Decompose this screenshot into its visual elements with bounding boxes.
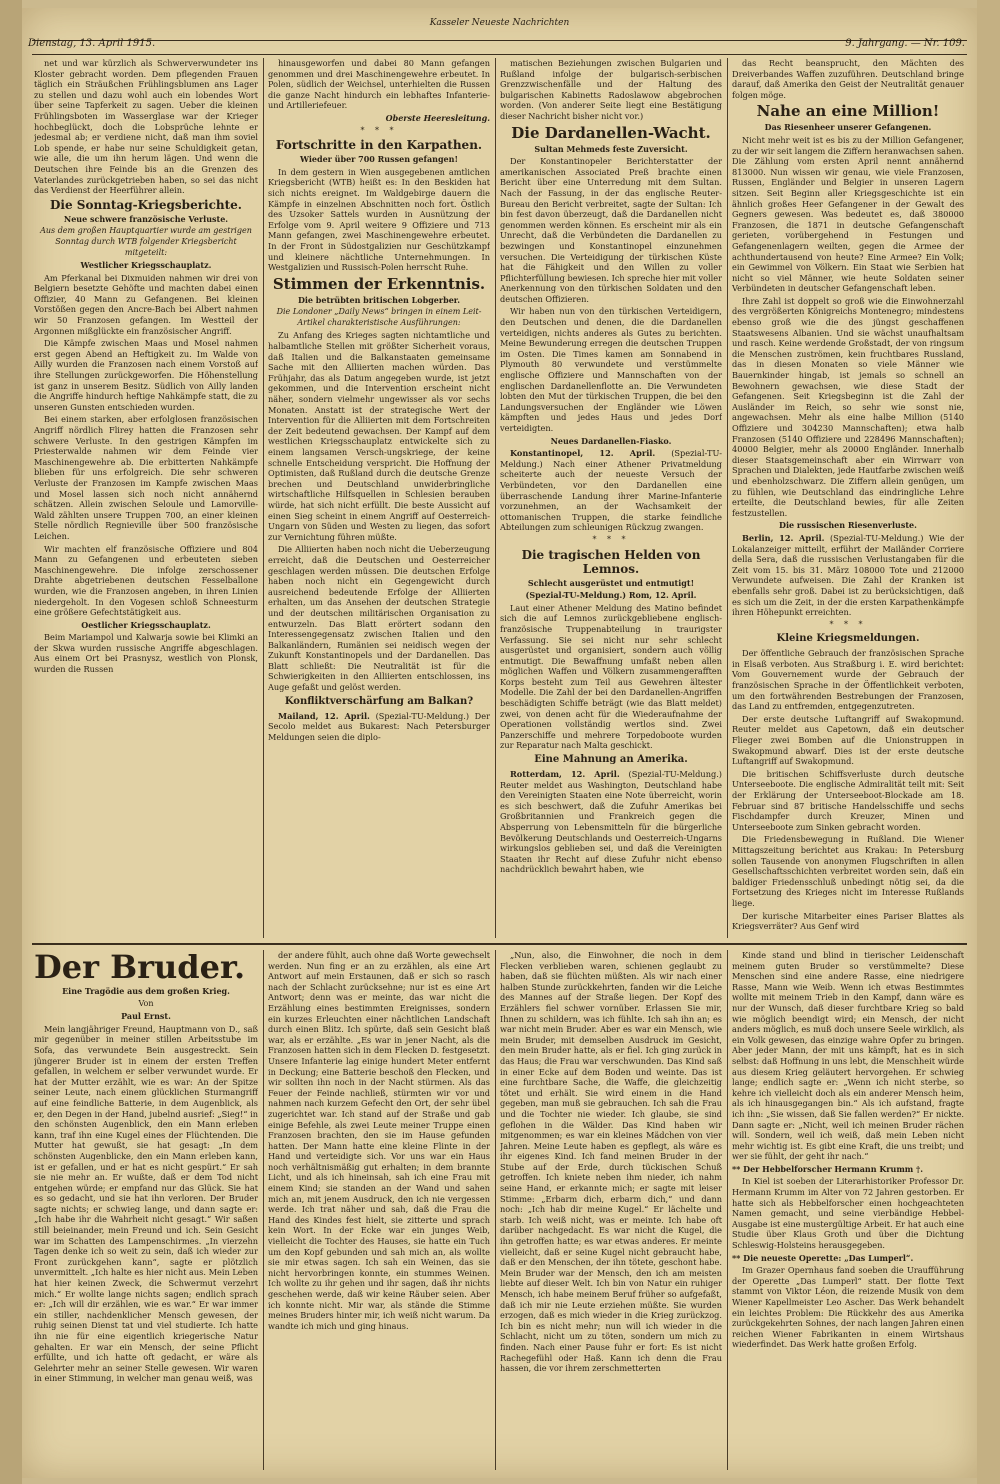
paragraph: Ihre Zahl ist doppelt so groß wie die Einwohnerzahl des vergrößerten Königreichs Montenegro; mindestens ebenso groß wie die des jüngst geschaffenen Staatswesens Albanien. Und sie wächst unaufhaltsam und rasch. Keine werdende Großstadt, der von ringsum die Menschen zuströmen, kein fruchtbares Russland, das in diesen Monaten so viele Männer wie Bauernkinder hingab, ist jemals so schnell an Bewohnern gewachsen, wie diese Stadt der Gefangenen. Seit Kriegsbeginn ist die Zahl der Ausländer im Reich, so sehr wie sonst nie, angewachsen. Mehr als eine halbe Million (5140 Offiziere und 304230 Mannschaften); etwa halb Franzosen (5140 Offiziere und 228496 Mannschaften); 40000 Belgier, mehr als 20000 Engländer. Innerhalb dieser Staatsgemeinschaft aber ein Wirrwarr von Sprachen und Dialekten, jede Hautfarbe zwischen weiß und ebenholzschwarz. Die Ziffern allein genügen, um zu fühlen, wie Deutschland das eindringliche Lehre erteilte, die Deutschland bewies, für alle Zeiten festzustellen. (732, 295, 964, 518)
headline-stimmen-der-erkenntnis: Stimmen der Erkenntnis. (272, 274, 486, 293)
headline-kleine-kriegsmeldungen: Kleine Kriegsmeldungen. (776, 633, 920, 645)
story-text: Mein langjähriger Freund, Hauptmann von D., saß mir gegenüber in meiner stillen Arbeitsstube im Sofa, das verwundete Bein ausgestreckt. Sein jüngerer Bruder ist in einem der ersten Treffen gefallen, in welchem er selber verwundet wurde. Er hat der Mutter erzählt, wie es war: An der Spitze seiner Leute, nach einem glücklichen Sturmangriff auf eine feindliche Batterie, in dem Augenblick, als er, den Degen in der Hand, jubelnd ausrief: „Sieg!“ in den schönsten Augenblick, den ein Mann erleben kann, traf ihn eine Kugel eines der Flüchtenden. Die Mutter hat gewußt, sie hat gesagt: „In dem schönsten Augenblicke, den ein Mann erleben kann, ist er gefallen, und er hat es nicht gespürt.“ Er sah sie nie mehr an. Er wußte, daß er dem Tod nicht entgehen würde; er empfand nur das Glück. Sie hat es so gedacht, und sie hat ihn verloren. Der Bruder sagte nichts; er schwieg lange, und dann sagte er: „Ich habe ihr die Wahrheit nicht gesagt.“ Wir saßen still beieinander, mein Freund und ich. Sein Gesicht war im Schatten des Lampenschirmes. „In vierzehn Tagen denke ich so weit zu sein, daß ich wieder zur Front zurückgehen kann“, sagte er plötzlich unvermittelt. „Ich halte es hier nicht aus. Mein Leben hat hier keinen Zweck, die Schwermut verzehrt mich.“ Er wollte lange nichts sagen; endlich sprach er: „Ich will dir erzählen, wie es war.“ Er war immer ein stiller, nachdenklicher Mensch gewesen, der ruhig seinen Dienst tat und viel studierte. Ich hatte ihn nie für eine eigentlich kriegerische Natur gehalten. Er war ein Mensch, der seine Pflicht erfüllte, und ich hatte oft gedacht, er wäre als Gelehrter mehr an seiner Stelle gewesen. Wir waren in einer Stimmung, in welcher man genau weiß, was (34, 1023, 258, 1384)
paragraph: Wir machten elf französische Offiziere und 804 Mann zu Gefangenen und erbeuteten sieben Maschinengewehre. Die infolge zerschossener Drahte abgetriebenen deutschen Fesselballone wurden, wie die Franzosen angeben, in ihren Linien niedergeholt. In den Vogesen schloß Schneesturm eine größere Gefechtstätigkeit aus. (34, 543, 258, 618)
article-intro: hinausgeworfen und dabei 80 Mann gefangen genommen und drei Maschinengewehre erbeutet. In Polen, südlich der Weichsel, unterhielten die Russen die ganze Nacht hindurch ein lebhaftes Infanterie- und Artilleriefeuer. (268, 58, 490, 111)
paragraph: Die Kämpfe zwischen Maas und Mosel nahmen erst gegen Abend an Heftigkeit zu. Im Walde von Ailly wurden die Franzosen nach einem Vorstoß auf ihre Stellungen zurückgeworfen. Die Höhenstellung ist ganz in unserem Besitz. Südlich von Ailly landen die Angriffe hindurch heftige Nahkämpfe statt, die zu unseren Gunsten entschieden wurden. (34, 338, 258, 412)
paragraph-text: (Spezial-TU-Meldung.) Wie der Lokalanzeiger mitteilt, erführt der Mailänder Corriere della Sera, daß die russischen Verlustangaben für die Zeit vom 15. bis 31. März 108000 Tote und 212000 Verwundete aufweisen. Die Zahl der Kranken ist ebenfalls sehr groß. Dabei ist zu berücksichtigen, daß es sich um die Zeit, in der die ersten Karpathenkämpfe ihren Höhepunkt erreichten. (732, 532, 964, 618)
story-subtitle: Eine Tragödie aus dem großen Krieg. (62, 986, 230, 996)
story-title: Der Bruder. (34, 950, 246, 986)
paragraph-text: (Spezial-TU-Meldung.) Nach einer Athener Privatmeldung scheiterte auch der neueste Versuch der Verbündeten, vor den Dardanellen eine überraschende Landung ihrer Marine-Infanterie vorzunehmen, an der Wachsamkeit der ottomanischen Truppen, die starke feindliche Abteilungen zum schleunigen Rückzug zwangen. (500, 448, 722, 533)
paragraph (500, 769, 722, 875)
paragraph: Wir haben nun von den türkischen Verteidigern, den Deutschen und denen, die die Dardanellen verteidigen, nichts anderes als Gutes zu berichten. Meine Bewunderung erregen die deutschen Truppen im Osten. Die Times kamen am Sonnabend in Plymouth 80 verwundete und verstümmelte englische Offiziere und Mannschaften von der englischen Dardanellenflotte an. Die Verwundeten lobten den Mut der türkischen Truppen, die bei den Landungsversuchen der Engländer wie Löwen kämpften und jedes Haus und jedes Dorf verteidigten. (500, 306, 722, 433)
paragraph (500, 448, 722, 533)
paragraph: Der Konstantinopeler Berichterstatter der amerikanischen Associated Preß brachte einen Bericht über eine Unterredung mit dem Sultan. Nach der Fassung, in der das englische Reuter-Bureau den Bericht verbreitet, sagte der Sultan: Ich bin fest davon überzeugt, daß die Dardanellen nicht genommen werden können. Es erscheint mir als ein Unrecht, daß die Verbündeten die Dardanellen zu bezwingen und Konstantinopel einzunehmen versuchen. Die Verteidigung der türkischen Küste hat die Fähigkeit und den Willen zu voller Pflichterfüllung bewiesen. Ich spreche hier mit voller Anerkennung von den türkischen Soldaten und den deutschen Offizieren. (500, 156, 722, 304)
headline-dardanellen-wacht: Die Dardanellen-Wacht. (511, 123, 711, 142)
paragraph-text: (Spezial-TU-Meldung.) Reuter meldet aus Washington, Deutschland habe den Vereinigten Staaten eine Note überreicht, worin es sich beschwert, daß die Zufuhr Amerikas bei Großbritannien und Frankreich gegen die Absperrung von Lebensmitteln für die bürgerliche Bevölkerung Deutschlands und Oesterreich-Ungarns wirkungslos geblieben sei, und daß die Vereinigten Staaten ihr Recht auf diese Zufuhr nicht ebenso nachdrücklich bewahrt haben, wie (500, 769, 722, 875)
column-rule (263, 950, 264, 1470)
section-oestlich: Oestlicher Kriegsschauplatz. (81, 619, 211, 630)
headline-sonntag-kriegsberichte: Die Sonntag-Kriegsberichte. (50, 197, 242, 212)
subheadline: Das Riesenheer unserer Gefangenen. (764, 122, 932, 133)
dateline: Rotterdam, 12. April. (510, 769, 620, 780)
dateline: Berlin, 12. April. (742, 532, 825, 543)
paragraph: Nicht mehr weit ist es bis zu der Million Gefangener, zu der wir seit langem die Ziffern heranwachsen sahen. Die Zählung vom ersten April nennt annähernd 813000. Nun wissen wir genau, wie viele Franzosen, Russen, Engländer und Belgier in unseren Lagern sitzen. Seit Beginn aller Kriegsgeschichte ist ein ähnlich großes Heer Gefangener in der Gewalt des Gegners gewesen. Was bedeutet es, daß 380000 Franzosen, die 1871 in deutsche Gefangenschaft gerieten, vorübergehend in Festungen und Gefangenenlagern weilten, gegen die Armee der achthundertausend von heute? Eine Armee? Ein Volk; ein Gewimmel von Völkern. Ein Staat wie Serbien hat nicht so viel Männer, wie heute Soldaten seiner Verbündeten in deutscher Gefangenschaft leben. (732, 134, 964, 294)
dateline: Mailand, 12. April. (278, 710, 370, 721)
paragraph: Beim Mariampol und Kalwarja sowie bei Klimki an der Skwa wurden russische Angriffe abgeschlagen. Aus einem Ort bei Prasnysz, westlich von Plonsk, wurden die Russen (34, 632, 258, 675)
issue-date: Dienstag, 13. April 1915. (28, 38, 156, 49)
headline-dardanellen-fiasko: Neues Dardanellen-Fiasko. (550, 435, 672, 446)
separator-stars: * * * (360, 125, 398, 135)
headline-karpathen: Fortschritte in den Karpathen. (275, 138, 483, 153)
article-intro: das Recht beansprucht, den Mächten des Dreiverbandes Waffen zuzuführen. Deutschland bringe darauf, daß Amerika den Geist der Neutralität genauer folgen möge. (732, 58, 964, 100)
paragraph: Zu Anfang des Krieges sagten nichtamtliche und halbamtliche Stellen mit größter Sicherheit voraus, daß Italien und die Balkanstaaten gemeinsame Sache mit den Alliierten machen würden. Das Frühjahr, das als Datum angegeben wurde, ist jetzt gekommen, und die Intervention erscheint nicht näher, sondern vielmehr ungewisser als vor sechs Monaten. Anstatt ist der strategische Wert der Intervention für die Alliierten mit dem Fortschreiten der Zeit bedeutend gewachsen. Der Kampf auf dem westlichen Kriegsschauplatz entwickelte sich zu einem langsamen Versch-ungskriege, der keine schnelle Entscheidung verspricht. Die Hoffnung der Optimisten, daß Rußland durch die deutsche Grenze brechen und Deutschland unwiderbringliche wirtschaftliche Hilfsquellen in Schlesien berauben würde, hat sich nicht erfüllt. Die beste Aussicht auf einen Sieg scheint in einem Angriff auf Oesterreich-Ungarn von Süden und Westen zu liegen, das sofort zur Vernichtung führen müßte. (268, 330, 490, 542)
feuilleton-column-1 (34, 950, 258, 1470)
newspaper-page (22, 8, 977, 1478)
headline-russische-verluste: Die russischen Riesenverluste. (779, 520, 917, 531)
headline-balkan: Konfliktverschärfung am Balkan? (284, 695, 474, 707)
column-4 (732, 58, 964, 938)
story-text: der andere fühlt, auch ohne daß Worte gewechselt werden. Nun fing er an zu erzählen, als eine Art Antwort auf mein Erstaunen, daß er sich so rasch nach der Schlacht zurücksehne; nur ist es eine Art Antwort; denn was er meinte, das war nicht die Erzählung eines bestimmten Ereignisses, sondern ein kurzes Erleuchten einer nächtlichen Landschaft durch einen Blitz. Ich spürte, daß sein Gesicht blaß war, als er erzählte. „Es war in jener Nacht, als die Franzosen hatten sich in dem Flecken D. festgesetzt. Unsere Infanterie lag einige hundert Meter entfernt in Deckung; eine Batterie beschoß den Flecken, und wir sollten ihn noch in der Nacht stürmen. Als das Feuer der Feinde nachließ, stürmten wir vor und nahmen nach kurzem Gefecht den Ort, der sehr übel zugerichtet war. Ich stand auf der Straße und gab einige Befehle, als zwei Leute meiner Truppe einen Franzosen brachten, den sie im Hause gefunden hatten. Der Mann hatte eine kleine Flinte in der Hand und verteidigte sich. Vor uns war ein Haus noch verhältnismäßig gut erhalten; in dem brannte Licht, und als ich hineinsah, sah ich eine Frau mit einem Kind; sie standen an der Wand und sahen mich an, mit jenem Ausdruck, den ich nie vergessen werde. Ich trat näher und sah, daß die Frau die Hand des Kindes fest hielt, sie zitterte und sprach kein Wort. In der Ecke war ein junges Weib, vielleicht die Tochter des Hauses, sie hatte ein Tuch um den Kopf gebunden und sah mich an, als wollte sie mir etwas sagen. Ich sah ein Weinen, das sie nicht hervorbringen konnte, ein stummes Weinen. Ich wollte zu ihr gehen und ihr sagen, daß ihr nichts geschehen werde, daß wir keine Räuber seien. Aber ich konnte nicht. Mir war, als stände die Stimme meines Bruders hinter mir, ich weiß nicht warum. Da wandte ich mich und ging hinaus. (268, 950, 490, 1331)
headline-million: Nahe an eine Million! (756, 102, 940, 121)
article-intro: matischen Beziehungen zwischen Bulgarien und Rußland infolge der bulgarisch-serbischen Grenzzwischenfälle und der Haltung des bulgarischen Kabinetts Radoslawow abgebrochen worden. (Von anderer Seite liegt eine Bestätigung dieser Nachricht bisher nicht vor.) (500, 58, 722, 121)
column-rule (495, 58, 496, 938)
paragraph: Die Friedensbewegung in Rußland. Die Wiener Mittagszeitung berichtet aus Krakau: In Petersburg sollen Tausende von anonymen Flugschriften in allen Gesellschaftsschichten verbreitet worden sein, daß ein baldiger Friedensschluß unbedingt nötig sei, da die Fortsetzung des Krieges nicht im Interesse Rußlands liege. (732, 834, 964, 908)
paragraph: Am Pferkanal bei Dixmuiden nahmen wir drei von Belgiern besetzte Gehöfte und machten dabei einen Offizier, 40 Mann zu Gefangenen. Bei kleinen Vorstößen gegen den Ancre-Bach bei Albert nahmen wir 50 Franzosen gefangen. Im Westteil der Argonnen mißglückte ein französischer Angriff. (34, 272, 258, 336)
column-rule (263, 58, 264, 938)
subheadline: Neue schwere französische Verluste. (63, 213, 229, 224)
notice-text: In Kiel ist soeben der Literarhistoriker Professor Dr. Hermann Krumm im Alter von 72 Jahren gestorben. Er hatte sich als Hebbelforscher einen hochgeachteten Namen gemacht, und seine vierbändige Hebbel-Ausgabe ist eine mustergültige Arbeit. Er hat auch eine Studie über Klaus Groth und über die Dichtung Schleswig-Holsteins herausgegeben. (732, 1176, 964, 1251)
paragraph-text: (Spezial-TU-Meldung.) Der Secolo meldet aus Bukarest: Nach Petersburger Meldungen seien die diplo- (268, 710, 490, 742)
feuilleton-rule (32, 943, 967, 945)
paragraph (732, 533, 964, 618)
paragraph: Bei einem starken, aber erfolglosen französischen Angriff nördlich Flirey hatten die Franzosen sehr schwere Verluste. In den gestrigen Kämpfen im Priesterwalde nahmen wir dem Feinde vier Maschinengewehre ab. Die erbitterten Nahkämpfe blieben für uns erfolgreich. Die sehr schweren Verluste der Franzosen im Kampfe zwischen Maas und Mosel lassen sich noch nicht annähernd schätzen. Allein zwischen Seloule und Lamorville-Wald zählten unsere Truppen 700, an einer kleinen Stelle nördlich Regnieville über 500 französische Leichen. (34, 414, 258, 541)
column-rule (727, 950, 728, 1470)
dateline: Konstantinopel, 12. April. (510, 448, 656, 459)
column-2 (268, 58, 490, 938)
column-3 (500, 58, 722, 938)
separator-stars: * * * (592, 534, 630, 544)
newspaper-name: Kasseler Neueste Nachrichten (429, 18, 570, 28)
page-edge-left (0, 0, 22, 1484)
notice-title: ** Der Hebbelforscher Hermann Krumm †. (732, 1163, 924, 1174)
paragraph: Der öffentliche Gebrauch der französischen Sprache in Elsaß verboten. Aus Straßburg i. E. wird berichtet: Vom Gouvernement wurde der Gebrauch der französischen Sprache in der Öffentlichkeit verboten, um den fortwährenden Bestrebungen der Franzosen, das Land zu entfremden, entgegenzutreten. (732, 648, 964, 712)
subheadline: Die betrübten britischen Lobgerber. (297, 294, 461, 305)
paragraph: Der erste deutsche Luftangriff auf Swakopmund. Reuter meldet aus Capetown, daß ein deutscher Flieger zwei Bomben auf die Unionstruppen in Swakopmund abwarf. Dies ist der erste deutsche Luftangriff auf Swakopmund. (732, 713, 964, 767)
paragraph: Laut einer Athener Meldung des Matino befindet sich die auf Lemnos zurückgebliebene englisch-französische Truppenabteilung in traurigster Verfassung. Sie sei nicht nur sehr schlecht ausgerüstet und organisiert, sondern auch völlig entmutigt. Die Bewaffnung umfaßt neben allen möglichen Waffen und Völkern zusammengerafften Korps besteht zum Teil aus Gewehren ältester Modelle. Die Zahl der bei den Dardanellen-Angriffen beschädigten Schiffe beträgt (wie das Blatt meldet) zwei, von denen acht für die Wiederaufnahme der Operationen vollständig wertlos sind. Zwei Panzerschiffe und mehrere Torpedoboote wurden zur Reparatur nach Malta geschickt. (500, 602, 722, 751)
issue-number: 9. Jahrgang. — Nr. 109. (845, 38, 965, 49)
paragraph (268, 711, 490, 743)
subheadline: Schlecht ausgerüstet und entmutigt! (527, 577, 695, 588)
headline-mahnung-amerika: Eine Mahnung an Amerika. (534, 754, 688, 766)
story-text: „Nun, also, die Einwohner, die noch in dem Flecken verblieben waren, schienen geglaubt zu haben, daß sie flüchten müßten. Als wir nach einer halben Stunde zurückkehrten, fanden wir die Leiche des Mannes auf der Straße liegen. Der Kopf des Erzählers fiel schwer vornüber. Erlassen Sie mir, Ihnen zu schildern, was ich fühlte. Ich sah ihn an; es war nicht mein Bruder. Aber es war ein Mensch, wie mein Bruder, mit demselben Ausdruck im Gesicht, den mein Bruder hatte, als er fiel. Ich ging zurück in das Haus; die Frau war verschwunden. Das Kind saß in einer Ecke auf dem Boden und weinte. Das ist eine furchtbare Sache, die Waffe, die gleichzeitig tötet und erhält. Sie wird einem in die Hand gegeben, man muß sie gebrauchen. Ich sah die Frau und die Tochter nie wieder. Ich glaube, sie sind geflohen in die Wälder. Das Kind haben wir mitgenommen; es war ein kleines Mädchen von vier Jahren. Meine Leute haben es gepflegt, als wäre es ihr eigenes Kind. Ich fand meinen Bruder in der Stube auf der Erde, durch tückischen Schuß getroffen. Ich kniete neben ihm nieder, ich nahm seine Hand, er erkannte mich; er sagte mit leiser Stimme: „Erbarm dich, erbarm dich,“ und dann noch: „Ich hab dir meine Kugel.“ Er lächelte und starb. Ich weiß nicht, was er meinte. Ich habe oft darüber nachgedacht. Es war nicht die Kugel, die ihn getroffen hatte; es war etwas anderes. Er meinte vielleicht, daß er seine Kugel nicht gebraucht habe, daß er den Menschen, der ihn tötete, geschont habe. Mein Bruder war der Mensch, den ich am meisten liebte auf dieser Welt. Ich bin von Natur ein ruhiger Mensch, ich habe meinem Beruf früher so aufgefaßt, daß ich mir nie Leute erziehen müßte. Sie wurden erzogen, daß es mich wieder in die Krieg zurückzog. Ich bin es nicht mehr; nun will ich wieder in die Schlacht, nicht um zu töten, sondern um mich zu finden. Nach einer Pause fuhr er fort: Es ist nicht Rachegefühl oder Haß. Kann ich denn die Frau hassen, die vor ihrem zerschmetterten (500, 950, 722, 1374)
column-rule (727, 58, 728, 938)
column-1 (34, 58, 258, 938)
article-intro: net und war kürzlich als Schwerverwundeter ins Kloster gebracht worden. Dem pflegenden Frauen täglich ein Sträußchen Frühlingsblumen ans Lager zu stellen und dazu wohl auch ein lobendes Wort über seine Tapferkeit zu sagen. Ueber die kleinen Frühlingsboten im Wasserglase war der Krieger hochbeglückt, doch die Lobsprüche lehnte er jedesmal ab; er verdiene nicht, daß man ihm soviel Lob spende, er habe nur seine Schuldigkeit getan, wie alle, die um ihn herum lägen. Und wenn die Deutschen ihre Feinde bis an die Grenzen des Vaterlandes zurückgetrieben haben, so sei das nicht das Verdienst der Heerführer allein. (34, 58, 258, 196)
page-header (32, 16, 967, 41)
subheadline: Wieder über 700 Russen gefangen! (300, 154, 458, 165)
paragraph: Die Alliierten haben noch nicht die Ueberzeugung erreicht, daß die Deutschen und Oesterreicher geschlagen werden müssen. Die deutschen Erfolge haben noch nicht ein Gegengewicht durch ausreichend bedeutende Erfolge der Alliierten erhalten, um das Ansehen der deutschen Strategie und der deutschen militärischen Organisation zu entwurzeln. Das Blatt erörtert sodann den Interessengegensatz zwischen Italien und den Balkanländern, Rumänien sei neidisch wegen der Zukunft Konstantinopels und der Dardanellen. Das Blatt schließt: Die Neutralität ist für die Schwierigkeiten in den Alliierten entschlossen, ins Auge gefaßt und gelöst werden. (268, 544, 490, 693)
paragraph: In dem gestern in Wien ausgegebenen amtlichen Kriegsbericht (WTB) heißt es: In den Beskiden hat sich nichts ereignet. Im Waldgebirge dauern die Kämpfe in einzelnen Abschnitten noch fort. Östlich des Uzsoker Sattels wurden in Ausnützung der Erfolge vom 9. April weitere 9 Offiziere und 713 Mann gefangen, zwei Maschinengewehre erbeutet. In der Front in Südostgalizien nur Geschützkampf und kleinere nächtliche Unternehmungen. In Westgalizien und Russisch-Polen herrscht Ruhe. (268, 166, 490, 273)
header-rule (32, 54, 967, 55)
story-byline-von: Von (138, 998, 154, 1008)
feuilleton-column-2 (268, 950, 490, 1470)
section-westlich: Westlicher Kriegsschauplatz. (80, 260, 212, 271)
notice-text: Im Grazer Opernhaus fand soeben die Uraufführung der Operette „Das Lumperl“ statt. Der flotte Text stammt von Viktor Léon, die reizende Musik von dem Wiener Kapellmeister Leo Ascher. Das Werk behandelt ein leichtes Problem: Die Rückkehr des aus Amerika zurückgekehrten Sohnes, der nach langen Jahren einen reichen Wiener Fabrikanten in einem Wirtshaus wiederfindet. Das Werk hatte großen Erfolg. (732, 1265, 964, 1350)
notice-title: ** Die neueste Operette: „Das Lumperl“. (732, 1252, 914, 1263)
subheadline: Sultan Mehmeds feste Zuversicht. (534, 143, 688, 154)
separator-stars: * * * (829, 619, 867, 629)
feuilleton-column-3 (500, 950, 722, 1470)
story-author: Paul Ernst. (121, 1011, 171, 1022)
feuilleton-column-4 (732, 950, 964, 1470)
headline-lemnos: Die tragischen Helden von Lemnos. (521, 547, 701, 576)
paragraph: Der kurische Mitarbeiter eines Pariser Blattes als Kriegsverräter? Aus Genf wird (732, 910, 964, 932)
dateline: (Spezial-TU-Meldung.) Rom, 12. April. (525, 590, 697, 601)
signature: Oberste Heeresleitung. (385, 112, 490, 123)
subheadline-note: Die Londoner „Daily News“ bringen in einem Leit-Artikel charakteristische Ausführungen: (276, 307, 482, 327)
story-text: Kinde stand und blind in tierischer Leidenschaft meinem guten Bruder so verstümmelte? Diese Menschen sind eine andere Rasse, eine niedrigere Rasse, Mann wie Weib. Wenn ich etwas Bestimmtes wollte mit meinem Trieb in den Kampf, dann wäre es nur der Wunsch, daß dieser furchtbare Krieg so bald wie möglich beendigt wird; ein Mensch, der nicht anders möglich, es muß doch unsere Seele wirklich, als ein Volk gewesen, das einzige wahre Opfer zu bringen. Aber jeder Mann, der mit uns kämpft, hat es in sich selbst: daß Hoffnung in uns lebt, die Menschheit würde aus diesem Krieg geläutert hervorgehen. Er schwieg lange; endlich sagte er: „Wenn ich nicht sterbe, so kehre ich vielleicht doch als ein anderer Mensch heim, als ich hinausgegangen bin.“ Als ich aufstand, fragte ich ihn: „Sie wissen, daß Sie fallen werden?“ Er nickte. Dann sagte er: „Nicht, weil ich meinen Bruder rächen will. Sondern, weil ich weiß, daß mein Leben nicht mehr wichtig ist. Es gibt eine Kraft, die uns treibt; und wer sie fühlt, der geht ihr nach.“ (732, 950, 964, 1162)
page-edge-right (977, 0, 1000, 1484)
column-rule (495, 950, 496, 1470)
subheadline-note: Aus dem großen Hauptquartier wurde am gestrigen Sonntag durch WTB folgender Kriegsbericht mitgeteilt: (40, 226, 252, 257)
paragraph: Die britischen Schiffsverluste durch deutsche Unterseeboote. Die englische Admiralität teilt mit: Seit der Erklärung der Unterseeboot-Blockade am 18. Februar sind 87 britische Handelsschiffe und sechs Fischdampfer durch Kreuzer, Minen und Unterseeboote zum Sinken gebracht worden. (732, 768, 964, 832)
